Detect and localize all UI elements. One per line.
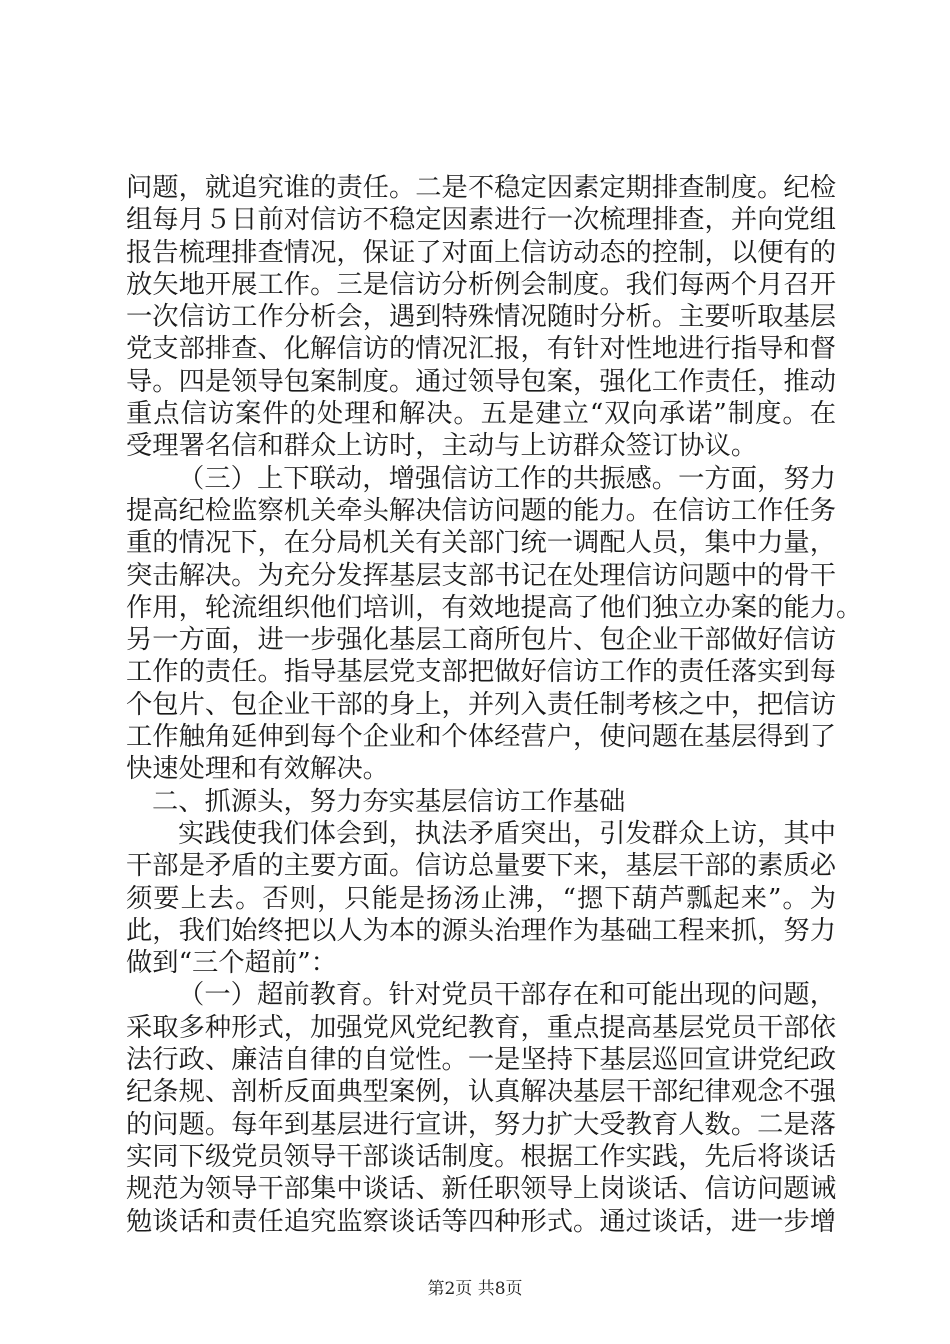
text-line: 法行政、廉洁自律的自觉性。一是坚持下基层巡回宣讲党纪政 — [126, 1045, 837, 1076]
text-line: 规范为领导干部集中谈话、新任职领导上岗谈话、信访问题诫 — [126, 1174, 837, 1205]
text-line: 作用，轮流组织他们培训，有效地提高了他们独立办案的能力。 — [126, 592, 863, 623]
text-line: 重点信访案件的处理和解决。五是建立“双向承诺”制度。在 — [126, 399, 836, 430]
text-line: 的问题。每年到基层进行宣讲，努力扩大受教育人数。二是落 — [126, 1109, 837, 1140]
text-line: 突击解决。为充分发挥基层支部书记在处理信访问题中的骨干 — [126, 560, 837, 591]
text-line: 组每月５日前对信访不稳定因素进行一次梳理排查，并向党组 — [126, 205, 837, 236]
text-line: 个包片、包企业干部的身上，并列入责任制考核之中，把信访 — [126, 689, 837, 720]
text-line: 放矢地开展工作。三是信访分析例会制度。我们每两个月召开 — [126, 269, 837, 300]
text-line: 提高纪检监察机关牵头解决信访问题的能力。在信访工作任务 — [126, 495, 837, 526]
page-footer: 第2页 共8页 — [427, 1279, 523, 1299]
text-line: 党支部排查、化解信访的情况汇报，有针对性地进行指导和督 — [126, 334, 837, 365]
text-line: 受理署名信和群众上访时，主动与上访群众签订协议。 — [126, 431, 758, 462]
text-line: 报告梳理排查情况，保证了对面上信访动态的控制，以便有的 — [126, 237, 837, 268]
text-line: （一）超前教育。针对党员干部存在和可能出现的问题， — [178, 980, 836, 1011]
text-line: 二、抓源头，努力夯实基层信访工作基础 — [152, 786, 626, 817]
text-line: 一次信访工作分析会，遇到特殊情况随时分析。主要听取基层 — [126, 302, 837, 333]
text-line: （三）上下联动，增强信访工作的共振感。一方面，努力 — [178, 463, 836, 494]
text-line: 实同下级党员领导干部谈话制度。根据工作实践，先后将谈话 — [126, 1141, 837, 1172]
text-line: 勉谈话和责任追究监察谈话等四种形式。通过谈话，进一步增 — [126, 1206, 837, 1237]
text-line: 另一方面，进一步强化基层工商所包片、包企业干部做好信访 — [126, 625, 837, 656]
text-line: 导。四是领导包案制度。通过领导包案，强化工作责任，推动 — [126, 366, 837, 397]
text-line: 问题，就追究谁的责任。二是不稳定因素定期排查制度。纪检 — [126, 173, 837, 203]
text-line: 重的情况下，在分局机关有关部门统一调配人员，集中力量， — [126, 528, 837, 559]
text-line: 实践使我们体会到，执法矛盾突出，引发群众上访，其中 — [178, 818, 836, 849]
text-line: 工作触角延伸到每个企业和个体经营户，使问题在基层得到了 — [126, 722, 837, 753]
text-line: 此，我们始终把以人为本的源头治理作为基础工程来抓，努力 — [126, 915, 837, 946]
text-line: 须要上去。否则，只能是扬汤止沸，“摁下葫芦瓢起来”。为 — [126, 883, 836, 914]
text-line: 干部是矛盾的主要方面。信访总量要下来，基层干部的素质必 — [126, 851, 837, 882]
text-line: 做到“三个超前”： — [126, 948, 337, 979]
text-line: 纪条规、剖析反面典型案例，认真解决基层干部纪律观念不强 — [126, 1077, 837, 1108]
text-line: 工作的责任。指导基层党支部把做好信访工作的责任落实到每 — [126, 657, 837, 688]
text-line: 采取多种形式，加强党风党纪教育，重点提高基层党员干部依 — [126, 1012, 837, 1043]
text-line: 快速处理和有效解决。 — [126, 754, 389, 785]
document-body — [126, 172, 863, 1238]
